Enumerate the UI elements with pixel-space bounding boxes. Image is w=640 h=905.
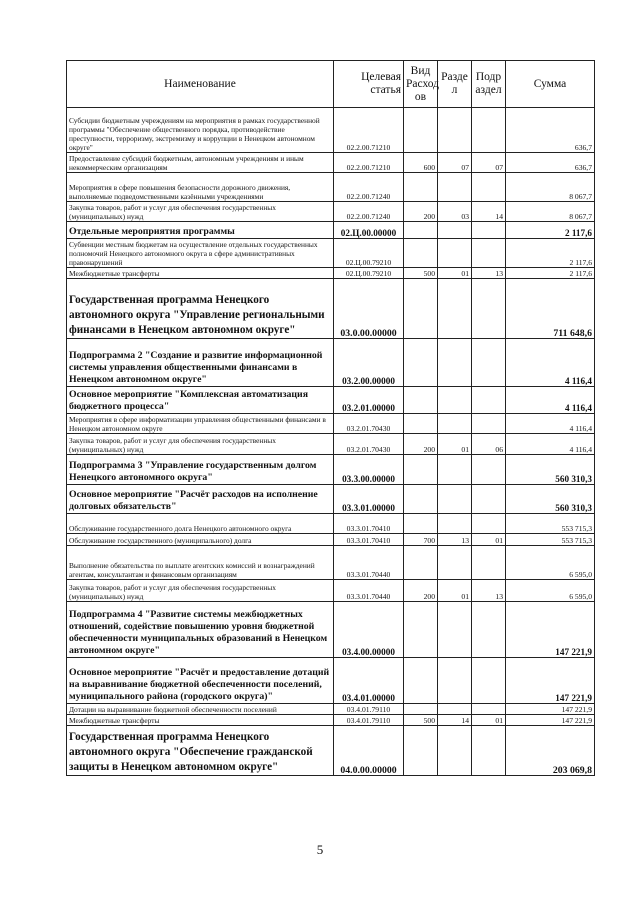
row-code: 03.4.00.00000 bbox=[334, 602, 404, 658]
row-name: Закупка товаров, работ и услуг для обеспечения государственных (муниципальных) нужд bbox=[67, 580, 334, 602]
row-section: 01 bbox=[438, 580, 472, 602]
row-subsection: 14 bbox=[472, 202, 506, 222]
row-type bbox=[404, 546, 438, 580]
row-type: 600 bbox=[404, 153, 438, 173]
row-code: 03.2.01.70430 bbox=[334, 434, 404, 455]
row-type bbox=[404, 726, 438, 776]
row-name: Подпрограмма 2 "Создание и развитие информационной системы управления общественными финансами в Ненецком автономном округе" bbox=[67, 339, 334, 387]
row-code: 02.Ц.00.79210 bbox=[334, 268, 404, 279]
row-subsection bbox=[472, 279, 506, 339]
row-subsection bbox=[472, 339, 506, 387]
row-amount: 147 221,9 bbox=[506, 715, 595, 726]
table-row bbox=[67, 239, 595, 268]
row-section bbox=[438, 239, 472, 268]
row-code: 03.3.01.70410 bbox=[334, 514, 404, 534]
table-row bbox=[67, 485, 595, 514]
row-subsection: 13 bbox=[472, 580, 506, 602]
row-amount: 2 117,6 bbox=[506, 222, 595, 239]
row-code: 03.3.01.70410 bbox=[334, 534, 404, 546]
table-row bbox=[67, 546, 595, 580]
header-subsection: Подр аздел bbox=[472, 61, 506, 108]
table-row bbox=[67, 455, 595, 485]
row-code: 03.3.00.00000 bbox=[334, 455, 404, 485]
row-section: 03 bbox=[438, 202, 472, 222]
row-section bbox=[438, 455, 472, 485]
row-section bbox=[438, 339, 472, 387]
row-name: Обслуживание государственного (муниципального) долга bbox=[67, 534, 334, 546]
row-subsection bbox=[472, 387, 506, 414]
row-amount: 636,7 bbox=[506, 108, 595, 153]
row-code: 02.2.00.71210 bbox=[334, 108, 404, 153]
row-amount: 560 310,3 bbox=[506, 455, 595, 485]
row-name: Подпрограмма 4 "Развитие системы межбюджетных отношений, содействие повышению уровня бюджетной обеспеченности муниципальных образований в Ненецком автономном округе" bbox=[67, 602, 334, 658]
row-subsection: 06 bbox=[472, 434, 506, 455]
row-section: 07 bbox=[438, 153, 472, 173]
header-name: Наименование bbox=[67, 61, 334, 108]
row-type: 700 bbox=[404, 534, 438, 546]
row-section bbox=[438, 108, 472, 153]
row-code: 03.3.01.00000 bbox=[334, 485, 404, 514]
row-section: 14 bbox=[438, 715, 472, 726]
row-code: 02.Ц.00.79210 bbox=[334, 239, 404, 268]
row-subsection: 13 bbox=[472, 268, 506, 279]
row-subsection bbox=[472, 704, 506, 715]
row-type: 500 bbox=[404, 268, 438, 279]
row-code: 03.4.01.79110 bbox=[334, 715, 404, 726]
row-code: 02.2.00.71240 bbox=[334, 173, 404, 202]
row-type bbox=[404, 173, 438, 202]
row-type bbox=[404, 414, 438, 434]
header-type: Вид Расход ов bbox=[404, 61, 438, 108]
row-amount: 6 595,0 bbox=[506, 546, 595, 580]
row-code: 02.Ц.00.00000 bbox=[334, 222, 404, 239]
row-subsection bbox=[472, 602, 506, 658]
table-row bbox=[67, 580, 595, 602]
row-type bbox=[404, 455, 438, 485]
row-amount: 6 595,0 bbox=[506, 580, 595, 602]
row-code: 03.4.01.00000 bbox=[334, 658, 404, 704]
budget-table bbox=[66, 60, 595, 776]
row-type: 200 bbox=[404, 434, 438, 455]
row-amount: 203 069,8 bbox=[506, 726, 595, 776]
row-type bbox=[404, 485, 438, 514]
row-section bbox=[438, 387, 472, 414]
row-amount: 147 221,9 bbox=[506, 602, 595, 658]
row-subsection bbox=[472, 239, 506, 268]
row-amount: 4 116,4 bbox=[506, 387, 595, 414]
row-amount: 8 067,7 bbox=[506, 173, 595, 202]
row-section bbox=[438, 602, 472, 658]
row-type bbox=[404, 239, 438, 268]
row-amount: 4 116,4 bbox=[506, 434, 595, 455]
table-row bbox=[67, 387, 595, 414]
row-amount: 4 116,4 bbox=[506, 414, 595, 434]
row-name: Мероприятия в сфере повышения безопасности дорожного движения, выполняемые подведомственными казёнными учреждениями bbox=[67, 173, 334, 202]
row-amount: 2 117,6 bbox=[506, 268, 595, 279]
table-row bbox=[67, 202, 595, 222]
row-section bbox=[438, 279, 472, 339]
table-row bbox=[67, 514, 595, 534]
table-row bbox=[67, 414, 595, 434]
row-amount: 711 648,6 bbox=[506, 279, 595, 339]
row-name: Государственная программа Ненецкого автономного округа "Управление региональными финансами в Ненецком автономном округе" bbox=[67, 279, 334, 339]
row-name: Мероприятия в сфере информатизации управления общественными финансами в Ненецком автономном округе bbox=[67, 414, 334, 434]
header-amount: Сумма bbox=[506, 61, 595, 108]
row-subsection bbox=[472, 658, 506, 704]
table-row bbox=[67, 658, 595, 704]
row-amount: 4 116,4 bbox=[506, 339, 595, 387]
table-row bbox=[67, 222, 595, 239]
table-row bbox=[67, 715, 595, 726]
row-code: 03.2.01.00000 bbox=[334, 387, 404, 414]
table-row bbox=[67, 339, 595, 387]
row-code: 02.2.00.71240 bbox=[334, 202, 404, 222]
table-row bbox=[67, 268, 595, 279]
row-type bbox=[404, 658, 438, 704]
table-row bbox=[67, 279, 595, 339]
row-subsection bbox=[472, 485, 506, 514]
row-type: 200 bbox=[404, 580, 438, 602]
table-row bbox=[67, 602, 595, 658]
row-section bbox=[438, 704, 472, 715]
row-type: 200 bbox=[404, 202, 438, 222]
row-amount: 560 310,3 bbox=[506, 485, 595, 514]
row-type: 500 bbox=[404, 715, 438, 726]
row-name: Государственная программа Ненецкого автономного округа "Обеспечение гражданской защиты в Ненецком автономном округе" bbox=[67, 726, 334, 776]
table-row bbox=[67, 704, 595, 715]
row-code: 03.2.01.70430 bbox=[334, 414, 404, 434]
row-subsection: 01 bbox=[472, 534, 506, 546]
table-row bbox=[67, 726, 595, 776]
row-name: Отдельные мероприятия программы bbox=[67, 222, 334, 239]
row-subsection bbox=[472, 414, 506, 434]
row-amount: 553 715,3 bbox=[506, 514, 595, 534]
header-target: Целевая статья bbox=[334, 61, 404, 108]
row-subsection: 07 bbox=[472, 153, 506, 173]
row-name: Субвенции местным бюджетам на осуществление отдельных государственных полномочий Ненецкого автономного округа в сфере административных правонарушений bbox=[67, 239, 334, 268]
row-section: 13 bbox=[438, 534, 472, 546]
row-name: Выполнение обязательства по выплате агентских комиссий и вознаграждений агентам, консультантам и финансовым организациям bbox=[67, 546, 334, 580]
row-section bbox=[438, 546, 472, 580]
row-name: Основное мероприятие "Расчёт и предоставление дотаций на выравнивание бюджетной обеспеченности поселений, муниципального района (городского округа)" bbox=[67, 658, 334, 704]
row-subsection bbox=[472, 222, 506, 239]
table-row bbox=[67, 434, 595, 455]
row-type bbox=[404, 514, 438, 534]
row-subsection: 01 bbox=[472, 715, 506, 726]
row-type bbox=[404, 602, 438, 658]
row-name: Обслуживание государственного долга Ненецкого автономного округа bbox=[67, 514, 334, 534]
row-section bbox=[438, 658, 472, 704]
row-name: Закупка товаров, работ и услуг для обеспечения государственных (муниципальных) нужд bbox=[67, 202, 334, 222]
table-row bbox=[67, 173, 595, 202]
row-subsection bbox=[472, 726, 506, 776]
row-section bbox=[438, 726, 472, 776]
page-number: 5 bbox=[316, 842, 324, 857]
row-section: 01 bbox=[438, 434, 472, 455]
row-subsection bbox=[472, 514, 506, 534]
row-name: Подпрограмма 3 "Управление государственным долгом Ненецкого автономного округа" bbox=[67, 455, 334, 485]
row-type bbox=[404, 279, 438, 339]
row-subsection bbox=[472, 546, 506, 580]
row-name: Субсидии бюджетным учреждениям на мероприятия в рамках государственной программы "Обеспечение общественного порядка, противодействие преступности, терроризму, экстремизму и коррупции в Ненецком автономном округе" bbox=[67, 108, 334, 153]
row-name: Дотации на выравнивание бюджетной обеспеченности поселений bbox=[67, 704, 334, 715]
row-section bbox=[438, 485, 472, 514]
row-subsection bbox=[472, 455, 506, 485]
row-section bbox=[438, 414, 472, 434]
row-type bbox=[404, 339, 438, 387]
row-name: Основное мероприятие "Комплексная автоматизация бюджетного процесса" bbox=[67, 387, 334, 414]
header-section: Разде л bbox=[438, 61, 472, 108]
row-code: 02.2.00.71210 bbox=[334, 153, 404, 173]
row-type bbox=[404, 704, 438, 715]
row-amount: 553 715,3 bbox=[506, 534, 595, 546]
row-section bbox=[438, 514, 472, 534]
row-type bbox=[404, 108, 438, 153]
row-type bbox=[404, 222, 438, 239]
table-header-row bbox=[67, 61, 595, 108]
row-subsection bbox=[472, 173, 506, 202]
row-section bbox=[438, 222, 472, 239]
row-code: 03.3.01.70440 bbox=[334, 546, 404, 580]
row-amount: 636,7 bbox=[506, 153, 595, 173]
row-name: Закупка товаров, работ и услуг для обеспечения государственных (муниципальных) нужд bbox=[67, 434, 334, 455]
row-subsection bbox=[472, 108, 506, 153]
row-code: 03.0.00.00000 bbox=[334, 279, 404, 339]
row-amount: 147 221,9 bbox=[506, 658, 595, 704]
row-code: 03.2.00.00000 bbox=[334, 339, 404, 387]
table-row bbox=[67, 153, 595, 173]
row-code: 03.3.01.70440 bbox=[334, 580, 404, 602]
table-row bbox=[67, 108, 595, 153]
row-code: 04.0.00.00000 bbox=[334, 726, 404, 776]
row-section: 01 bbox=[438, 268, 472, 279]
row-amount: 147 221,9 bbox=[506, 704, 595, 715]
row-amount: 8 067,7 bbox=[506, 202, 595, 222]
row-name: Предоставление субсидий бюджетным, автономным учреждениям и иным некоммерческим организациям bbox=[67, 153, 334, 173]
table-row bbox=[67, 534, 595, 546]
row-code: 03.4.01.79110 bbox=[334, 704, 404, 715]
row-section bbox=[438, 173, 472, 202]
row-type bbox=[404, 387, 438, 414]
row-name: Межбюджетные трансферты bbox=[67, 268, 334, 279]
row-name: Основное мероприятие "Расчёт расходов на исполнение долговых обязательств" bbox=[67, 485, 334, 514]
row-amount: 2 117,6 bbox=[506, 239, 595, 268]
row-name: Межбюджетные трансферты bbox=[67, 715, 334, 726]
